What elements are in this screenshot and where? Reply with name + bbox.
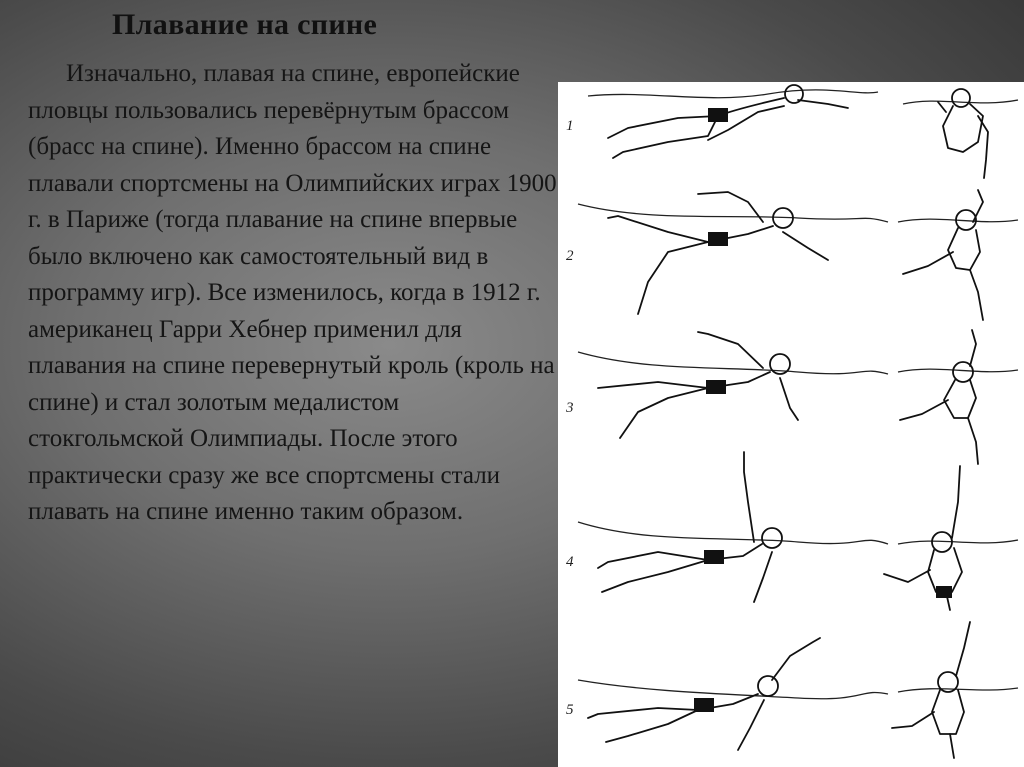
backstroke-phases-illustration [558, 82, 1024, 767]
body-paragraph: Изначально, плавая на спине, европейские пловцы пользовались перевёрнутым брассом (брасс на спине). Именно брассом на спине плавали спортсмены на Олимпийских играх 1900 г. в Париже (тогда плавание на спине впервые было включено как самостоятельный вид в программу игр). Все изменилось, когда в 1912 г. американец Гарри Хебнер применил для плавания на спине перевернутый кроль (кроль на спине) и стал золотым медалистом стокгольмской Олимпиады. После этого практически сразу же все спортсмены стали плавать на спине именно таким образом. [28, 60, 557, 525]
backstroke-drawing [558, 82, 1024, 767]
phase-label-4: 4 [566, 554, 574, 570]
slide-title: Плавание на спине [112, 8, 378, 41]
phase-row-1 [566, 85, 1018, 178]
phase-row-5 [566, 622, 1018, 758]
phase-label-3: 3 [566, 400, 574, 416]
phase-label-2: 2 [566, 248, 574, 264]
phase-row-2 [566, 190, 1018, 320]
phase-row-4 [566, 452, 1018, 610]
phase-label-1: 1 [566, 118, 574, 134]
phase-label-5: 5 [566, 702, 574, 718]
phase-row-3 [565, 330, 1018, 464]
